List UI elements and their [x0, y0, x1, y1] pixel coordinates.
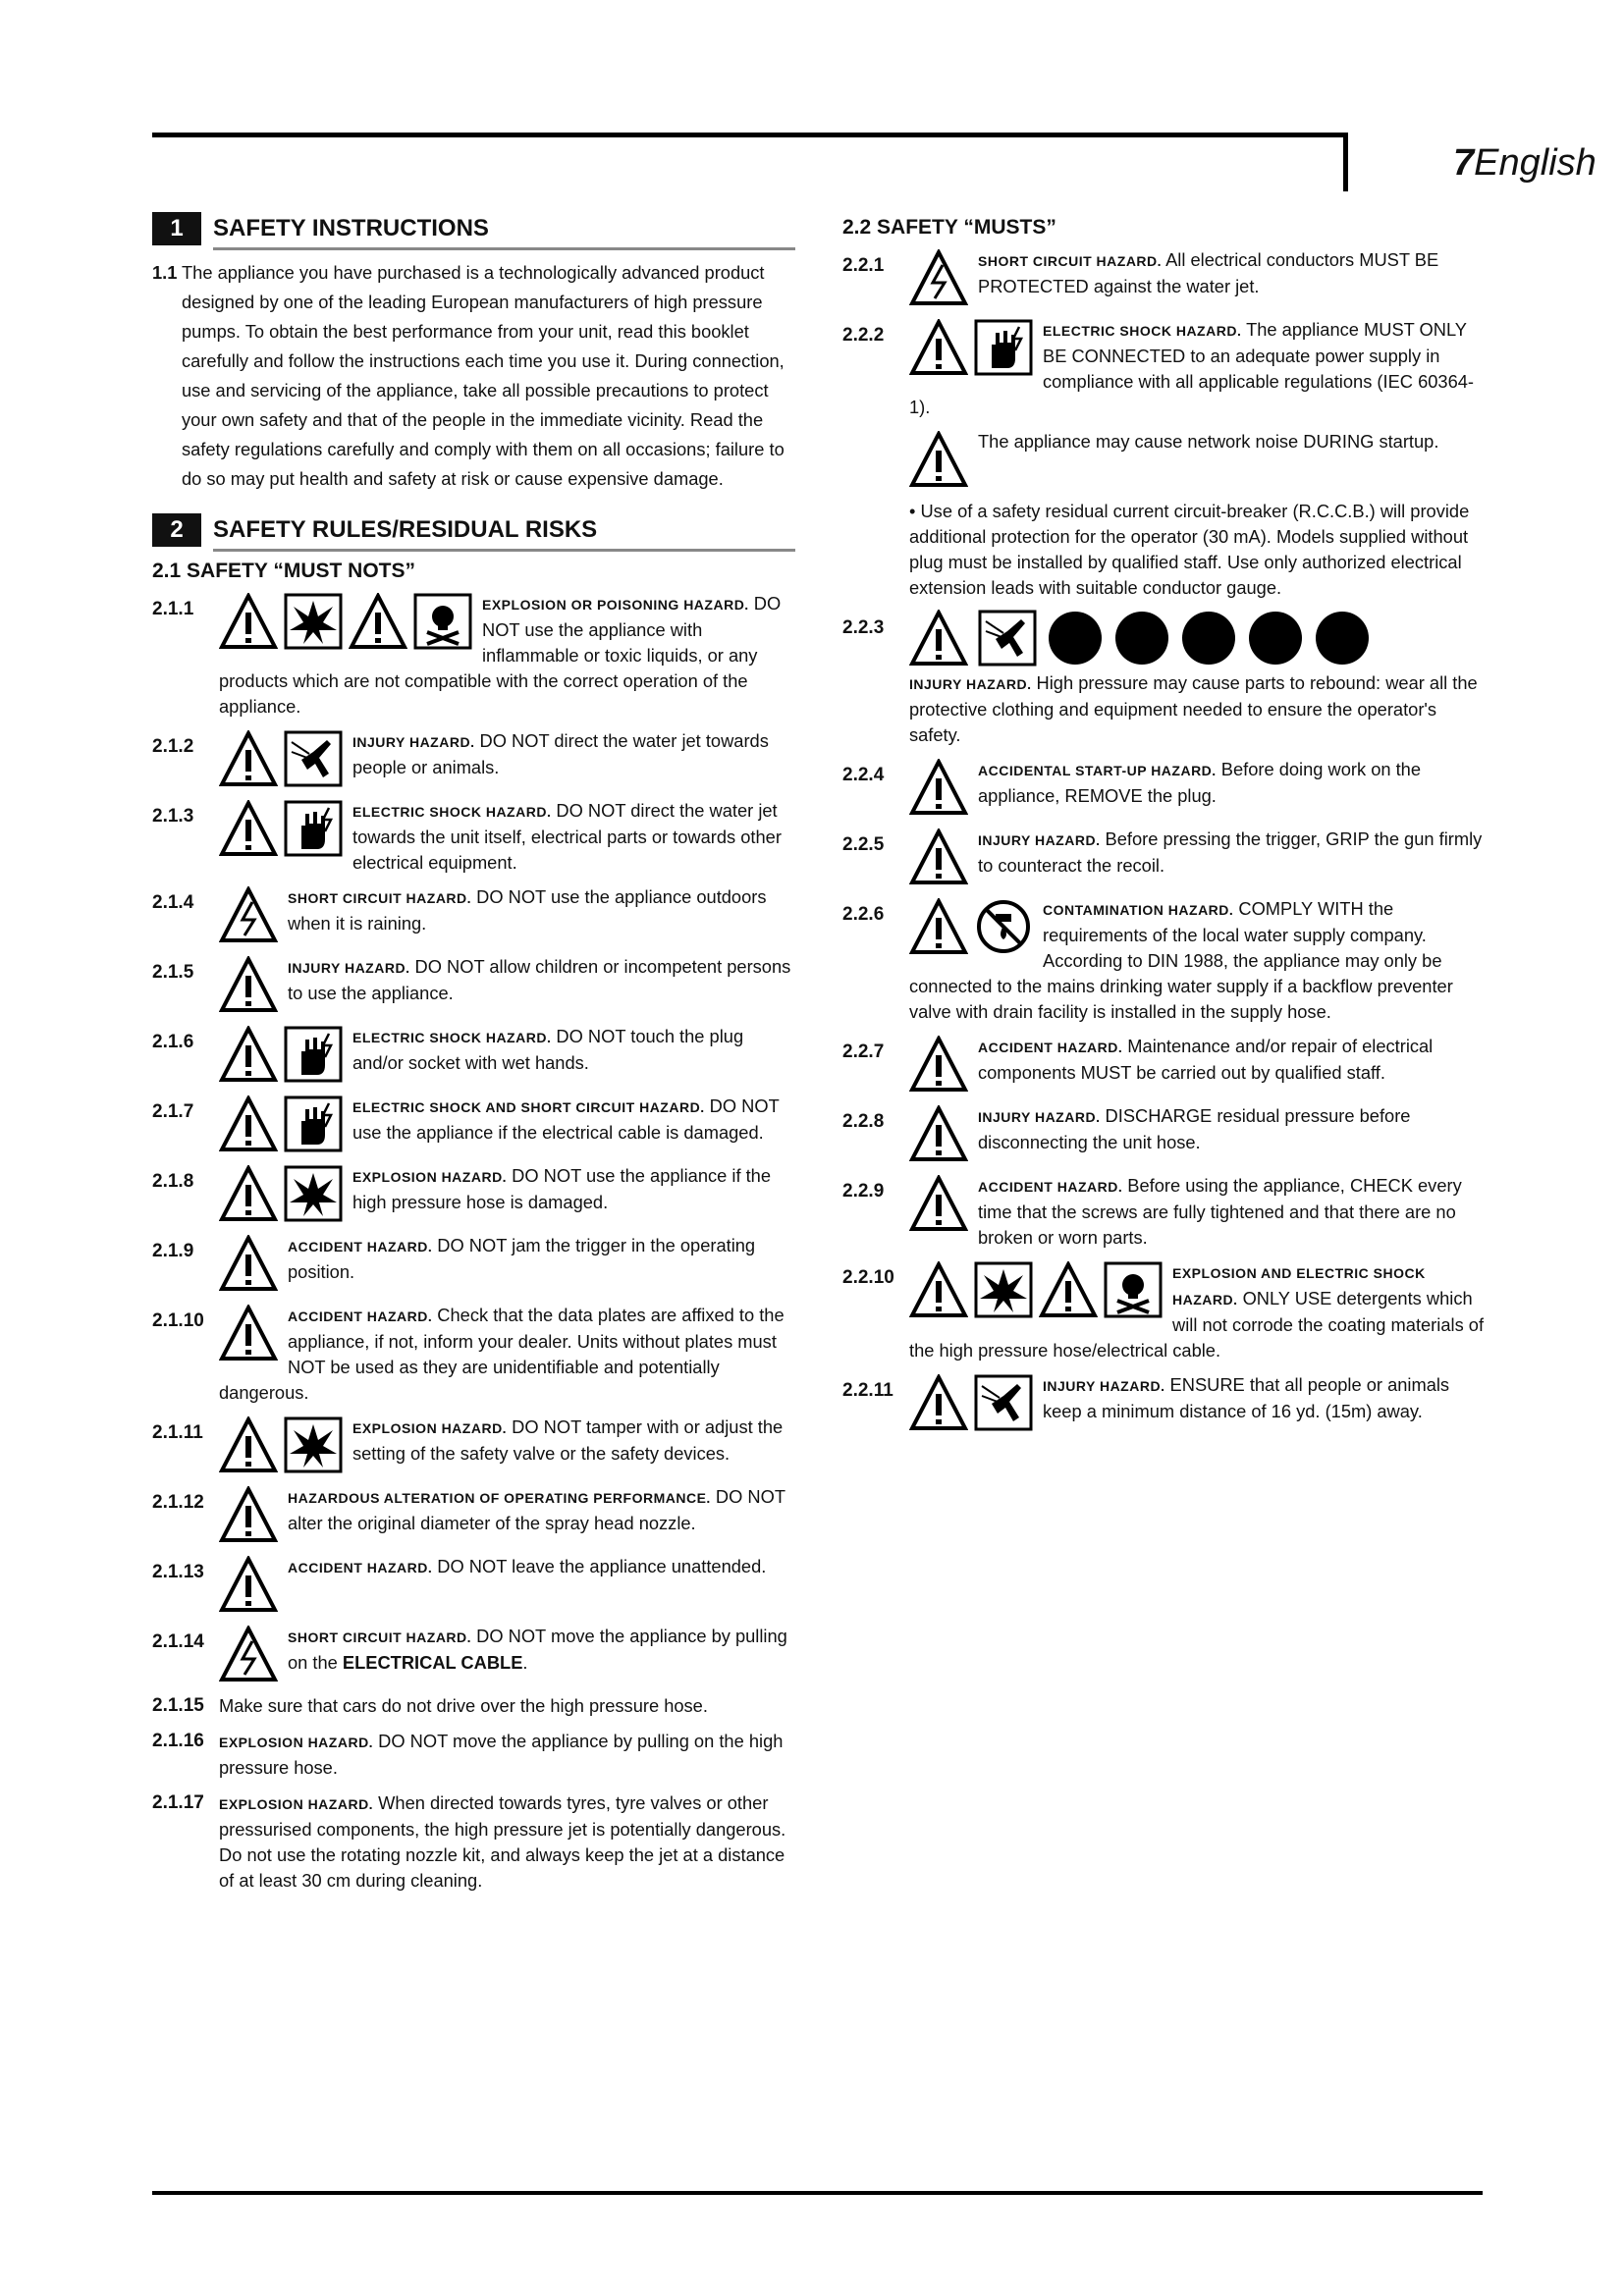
hazard-label: ACCIDENT HAZARD.: [288, 1239, 433, 1255]
section-title: SAFETY INSTRUCTIONS: [213, 215, 489, 241]
item-text: Check that the data plates are affixed to the appliance, if not, inform your dealer. Units without plates must NOT be used as they are unidentifiable and potentially dangerous.: [219, 1305, 785, 1403]
hazard-label: INJURY HAZARD.: [352, 734, 475, 750]
warning-triangle-icon: [909, 319, 968, 376]
hazard-label: SHORT CIRCUIT HAZARD.: [288, 1629, 472, 1645]
hazard-label: INJURY HAZARD.: [978, 1109, 1101, 1125]
warning-icon-group: [219, 1026, 343, 1083]
water-jet-icon: [284, 730, 343, 787]
hazard-label: ELECTRIC SHOCK HAZARD.: [1043, 323, 1242, 339]
high-voltage-icon: [909, 249, 968, 306]
hazard-label: EXPLOSION HAZARD.: [352, 1169, 508, 1185]
list-item: [152, 1729, 795, 1781]
section-rule: [213, 549, 795, 552]
warning-triangle-icon: [219, 1095, 278, 1152]
warning-triangle-icon: [219, 800, 278, 857]
list-item: [152, 1624, 795, 1684]
item-text: DO NOT use the appliance if the electrical cable is damaged.: [352, 1095, 780, 1143]
item-text: DO NOT jam the trigger in the operating position.: [288, 1235, 756, 1282]
item-number: 2.2.1: [842, 255, 885, 276]
warning-icon-group: [909, 319, 1033, 376]
warning-triangle-icon: [909, 759, 968, 816]
list-item: [152, 1554, 795, 1615]
explosion-icon: [284, 593, 343, 650]
water-jet-icon: [974, 1374, 1033, 1431]
item-number: 2.1.3: [152, 806, 194, 827]
header-divider: [1343, 133, 1348, 191]
warning-triangle-icon: [909, 431, 968, 488]
protective-suit-icon: [1047, 610, 1104, 667]
warning-icon-group: [219, 1486, 278, 1543]
warning-triangle-icon: [909, 1036, 968, 1093]
item-text: Before using the appliance, CHECK every time that the screws are fully tightened and that there are no broken or worn parts.: [978, 1175, 1462, 1248]
left-column: [152, 210, 795, 1903]
goggles-icon: [1314, 610, 1371, 667]
list-item: [842, 1034, 1486, 1095]
list-item: [842, 499, 1486, 601]
list-item: [842, 429, 1486, 490]
list-item: [152, 591, 795, 720]
page-language: English: [1474, 142, 1597, 184]
warning-triangle-icon: [909, 1175, 968, 1232]
gloves-icon: [1247, 610, 1304, 667]
item-number: 2.2.6: [842, 904, 885, 925]
hazard-label: ACCIDENT HAZARD.: [978, 1040, 1123, 1055]
list-item: [842, 827, 1486, 887]
warning-icon-group: [909, 1105, 968, 1162]
item-number: 2.1.8: [152, 1171, 194, 1192]
hazard-label: ELECTRIC SHOCK HAZARD.: [352, 804, 552, 820]
page-number: 7: [1453, 142, 1475, 184]
section-title: SAFETY RULES/RESIDUAL RISKS: [213, 516, 598, 543]
section-1-heading: [152, 210, 795, 247]
list-item: [842, 610, 1486, 748]
warning-icon-group: [219, 1165, 343, 1222]
list-item: [152, 1790, 795, 1894]
warning-icon-group: [219, 886, 278, 943]
list-item: [152, 1163, 795, 1224]
electric-hand-icon: [974, 319, 1033, 376]
hazard-label: ACCIDENTAL START-UP HAZARD.: [978, 763, 1217, 778]
item-text: Maintenance and/or repair of electrical components MUST be carried out by qualified staff.: [978, 1036, 1434, 1083]
electric-hand-icon: [284, 1026, 343, 1083]
warning-triangle-icon: [909, 898, 968, 955]
section-number: 1: [152, 212, 201, 245]
item-text: DO NOT direct the water jet towards the unit itself, electrical parts or towards other electrical equipment.: [352, 800, 782, 873]
high-voltage-icon: [219, 1626, 278, 1682]
intro-text: The appliance you have purchased is a technologically advanced product designed by one of the leading European manufacturers of high pressure pumps. To obtain the best performance from your unit, read this booklet carefully and follow the instructions each time you use it. During connection, use and servicing of the appliance, take all possible precautions to protect your own safety and that of the people in the immediate vicinity. Read the safety regulations carefully and comply with them on all occasions; failure to do so may put health and safety at risk or cause expensive damage.: [182, 262, 785, 489]
list-item: [842, 317, 1486, 420]
item-number: 2.1.14: [152, 1631, 204, 1652]
ppe-icon-row: [909, 610, 1486, 667]
toxic-skull-icon: [1104, 1261, 1163, 1318]
item-text: DO NOT use the appliance if the high pressure hose is damaged.: [352, 1165, 772, 1212]
warning-icon-group: [219, 1235, 278, 1292]
right-column: [842, 210, 1486, 1442]
item-number: 2.1.7: [152, 1101, 194, 1122]
hazard-label: CONTAMINATION HAZARD.: [1043, 902, 1234, 918]
hazard-label: EXPLOSION AND ELECTRIC SHOCK HAZARD.: [1172, 1265, 1426, 1308]
warning-icon-group: [219, 956, 278, 1013]
subsection-title: 2.2 SAFETY “MUSTS”: [842, 216, 1056, 239]
item-text: DO NOT use the appliance with inflammable or toxic liquids, or any products which are not compatible with the correct operation of the appliance.: [219, 593, 782, 717]
warning-icon-group: [909, 828, 968, 885]
item-text: DO NOT tamper with or adjust the setting of the safety valve or the safety devices.: [352, 1416, 784, 1464]
footer-rule: [152, 2191, 1483, 2195]
item-text: High pressure may cause parts to rebound: wear all the protective clothing and equipment needed to ensure the operator's safety.: [909, 672, 1478, 745]
list-item: [152, 1484, 795, 1545]
item-text: When directed towards tyres, tyre valves or other pressurised components, the high pressure jet is potentially dangerous. Do not use the rotating nozzle kit, and always keep the jet at a distance of at least 30 cm during cleaning.: [219, 1792, 786, 1891]
warning-triangle-icon: [219, 1416, 278, 1473]
item-number: 2.1.6: [152, 1032, 194, 1052]
rebound-icon: [978, 610, 1037, 667]
item-text: The appliance may cause network noise DURING startup.: [978, 431, 1439, 452]
warning-triangle-icon: [219, 1486, 278, 1543]
warning-triangle-icon: [219, 1305, 278, 1362]
warning-triangle-icon: [219, 1026, 278, 1083]
list-item: [152, 1415, 795, 1475]
warning-icon-group: [219, 1626, 278, 1682]
electric-hand-icon: [284, 1095, 343, 1152]
section-2-heading: [152, 511, 795, 549]
list-item: [152, 1094, 795, 1154]
warning-icon-group: [219, 593, 472, 650]
item-text: COMPLY WITH the requirements of the local water supply company. According to DIN 1988, the appliance may only be connected to the mains drinking water supply if a backflow preventer valve with drain facility is installed in the supply hose.: [909, 898, 1453, 1022]
subsection-title: 2.1 SAFETY “MUST NOTS”: [152, 560, 415, 582]
item-number: [842, 499, 909, 601]
item-number: 2.1.5: [152, 962, 194, 983]
list-item: [842, 1259, 1486, 1363]
hazard-label: INJURY HAZARD.: [909, 676, 1032, 692]
item-text: ONLY USE detergents which will not corrode the coating materials of the high pressure hose/electrical cable.: [909, 1288, 1485, 1361]
hazard-label: SHORT CIRCUIT HAZARD.: [288, 890, 472, 906]
toxic-skull-icon: [413, 593, 472, 650]
warning-icon-group: [219, 800, 343, 857]
warning-icon-group: [219, 1095, 343, 1152]
warning-triangle-icon: [219, 1165, 278, 1222]
intro-number: 1.1: [152, 262, 178, 283]
item-text: The appliance MUST ONLY BE CONNECTED to an adequate power supply in compliance with all applicable regulations (IEC 60364-1).: [909, 319, 1474, 417]
list-item: [152, 1693, 795, 1719]
list-item: [842, 1372, 1486, 1433]
hazard-label: EXPLOSION HAZARD.: [352, 1420, 508, 1436]
header-rule: [152, 133, 1345, 137]
item-emphasis: ELECTRICAL CABLE: [342, 1652, 523, 1673]
item-number: 2.1.10: [152, 1310, 204, 1331]
hazard-label: INJURY HAZARD.: [288, 960, 410, 976]
no-drinking-water-icon: [974, 898, 1033, 955]
list-item: [842, 1173, 1486, 1251]
list-item: [152, 728, 795, 789]
warning-icon-group: [909, 1175, 968, 1232]
item-text: DO NOT move the appliance by pulling on the: [288, 1626, 787, 1673]
high-voltage-icon: [219, 886, 278, 943]
warning-icon-group: [909, 431, 968, 488]
item-number: 2.1.4: [152, 892, 194, 913]
item-text: Before pressing the trigger, GRIP the gun firmly to counteract the recoil.: [978, 828, 1483, 876]
warning-icon-group: [219, 1556, 278, 1613]
item-number: 2.1.16: [152, 1731, 204, 1751]
warning-triangle-icon: [1039, 1261, 1098, 1318]
warning-icon-group: [219, 1305, 278, 1362]
warning-triangle-icon: [219, 956, 278, 1013]
item-number: 2.2.11: [842, 1380, 893, 1401]
list-item: [152, 798, 795, 876]
item-text: ENSURE that all people or animals keep a minimum distance of 16 yd. (15m) away.: [1043, 1374, 1450, 1421]
warning-triangle-icon: [219, 1235, 278, 1292]
list-item: [842, 1103, 1486, 1164]
warning-triangle-icon: [219, 730, 278, 787]
item-text: • Use of a safety residual current circuit-breaker (R.C.C.B.) will provide additional protection for the operator (30 mA). Models supplied without plug must be installed by qualified staff. Use only authorized electrical extension leads with suitable conductor gauge.: [909, 501, 1470, 598]
page-header: [1453, 142, 1597, 185]
item-number: 2.1.11: [152, 1422, 203, 1443]
hazard-label: EXPLOSION HAZARD.: [219, 1735, 374, 1750]
item-text: DO NOT alter the original diameter of the spray head nozzle.: [288, 1486, 785, 1533]
list-item: [152, 884, 795, 945]
item-text: Make sure that cars do not drive over the high pressure hose.: [219, 1695, 708, 1716]
item-text: DO NOT touch the plug and/or socket with wet hands.: [352, 1026, 744, 1073]
warning-triangle-icon: [909, 610, 968, 667]
warning-triangle-icon: [349, 593, 407, 650]
item-number: 2.2.7: [842, 1041, 885, 1062]
warning-icon-group: [909, 1374, 1033, 1431]
warning-icon-group: [909, 759, 968, 816]
item-number: 2.2.2: [842, 325, 885, 346]
hazard-label: ELECTRIC SHOCK HAZARD.: [352, 1030, 552, 1045]
warning-icon-group: [219, 730, 343, 787]
item-number: [842, 429, 909, 490]
hazard-label: ELECTRIC SHOCK AND SHORT CIRCUIT HAZARD.: [352, 1099, 705, 1115]
warning-icon-group: [909, 898, 1033, 955]
warning-triangle-icon: [909, 1105, 968, 1162]
list-item: [842, 757, 1486, 818]
item-number: 2.2.8: [842, 1111, 885, 1132]
item-text: DO NOT leave the appliance unattended.: [432, 1556, 767, 1576]
item-number: 2.1.15: [152, 1695, 204, 1716]
hazard-label: ACCIDENT HAZARD.: [288, 1560, 433, 1575]
section-number: 2: [152, 513, 201, 547]
hazard-label: HAZARDOUS ALTERATION OF OPERATING PERFORMANCE.: [288, 1490, 711, 1506]
warning-icon-group: [909, 1261, 1163, 1318]
list-item: [152, 1303, 795, 1406]
item-text: DO NOT move the appliance by pulling on the high pressure hose.: [219, 1731, 784, 1778]
electric-hand-icon: [284, 800, 343, 857]
list-item: [152, 954, 795, 1015]
warning-triangle-icon: [219, 1556, 278, 1613]
warning-icon-group: [219, 1416, 343, 1473]
hazard-label: ACCIDENT HAZARD.: [978, 1179, 1123, 1195]
item-text: DO NOT use the appliance outdoors when it is raining.: [288, 886, 767, 934]
warning-triangle-icon: [909, 828, 968, 885]
list-item: [152, 1233, 795, 1294]
item-text: Before doing work on the appliance, REMOVE the plug.: [978, 759, 1422, 806]
item-text: All electrical conductors MUST BE PROTECTED against the water jet.: [978, 249, 1439, 296]
explosion-icon: [974, 1261, 1033, 1318]
warning-icon-group: [909, 249, 968, 306]
item-number: 2.2.9: [842, 1181, 885, 1201]
hazard-label: ACCIDENT HAZARD.: [288, 1308, 433, 1324]
item-number: 2.2.10: [842, 1267, 894, 1288]
helmet-icon: [1113, 610, 1170, 667]
item-number: 2.1.13: [152, 1562, 204, 1582]
warning-icon-group: [909, 1036, 968, 1093]
hazard-label: SHORT CIRCUIT HAZARD.: [978, 253, 1163, 269]
item-number: 2.2.4: [842, 765, 885, 785]
explosion-icon: [284, 1416, 343, 1473]
list-item: [842, 896, 1486, 1025]
hazard-label: INJURY HAZARD.: [1043, 1378, 1165, 1394]
item-number: 2.1.12: [152, 1492, 204, 1513]
item-text: DISCHARGE residual pressure before disconnecting the unit hose.: [978, 1105, 1411, 1152]
list-item: [842, 247, 1486, 308]
item-text: DO NOT direct the water jet towards people or animals.: [352, 730, 769, 777]
item-number: 2.1.17: [152, 1792, 204, 1813]
item-number: 2.1.1: [152, 599, 194, 619]
section-rule: [213, 247, 795, 250]
item-number: 2.1.9: [152, 1241, 194, 1261]
hazard-label: EXPLOSION OR POISONING HAZARD.: [482, 597, 749, 613]
item-text-end: .: [522, 1652, 528, 1673]
intro-paragraph: [152, 258, 795, 494]
warning-triangle-icon: [909, 1261, 968, 1318]
item-number: 2.2.3: [842, 617, 885, 638]
item-number: 2.2.5: [842, 834, 885, 855]
item-number: 2.1.2: [152, 736, 194, 757]
ear-protection-icon: [1180, 610, 1237, 667]
warning-triangle-icon: [909, 1374, 968, 1431]
warning-triangle-icon: [219, 593, 278, 650]
list-item: [152, 1024, 795, 1085]
hazard-label: EXPLOSION HAZARD.: [219, 1796, 374, 1812]
hazard-label: INJURY HAZARD.: [978, 832, 1101, 848]
explosion-icon: [284, 1165, 343, 1222]
item-text: DO NOT allow children or incompetent persons to use the appliance.: [288, 956, 791, 1003]
